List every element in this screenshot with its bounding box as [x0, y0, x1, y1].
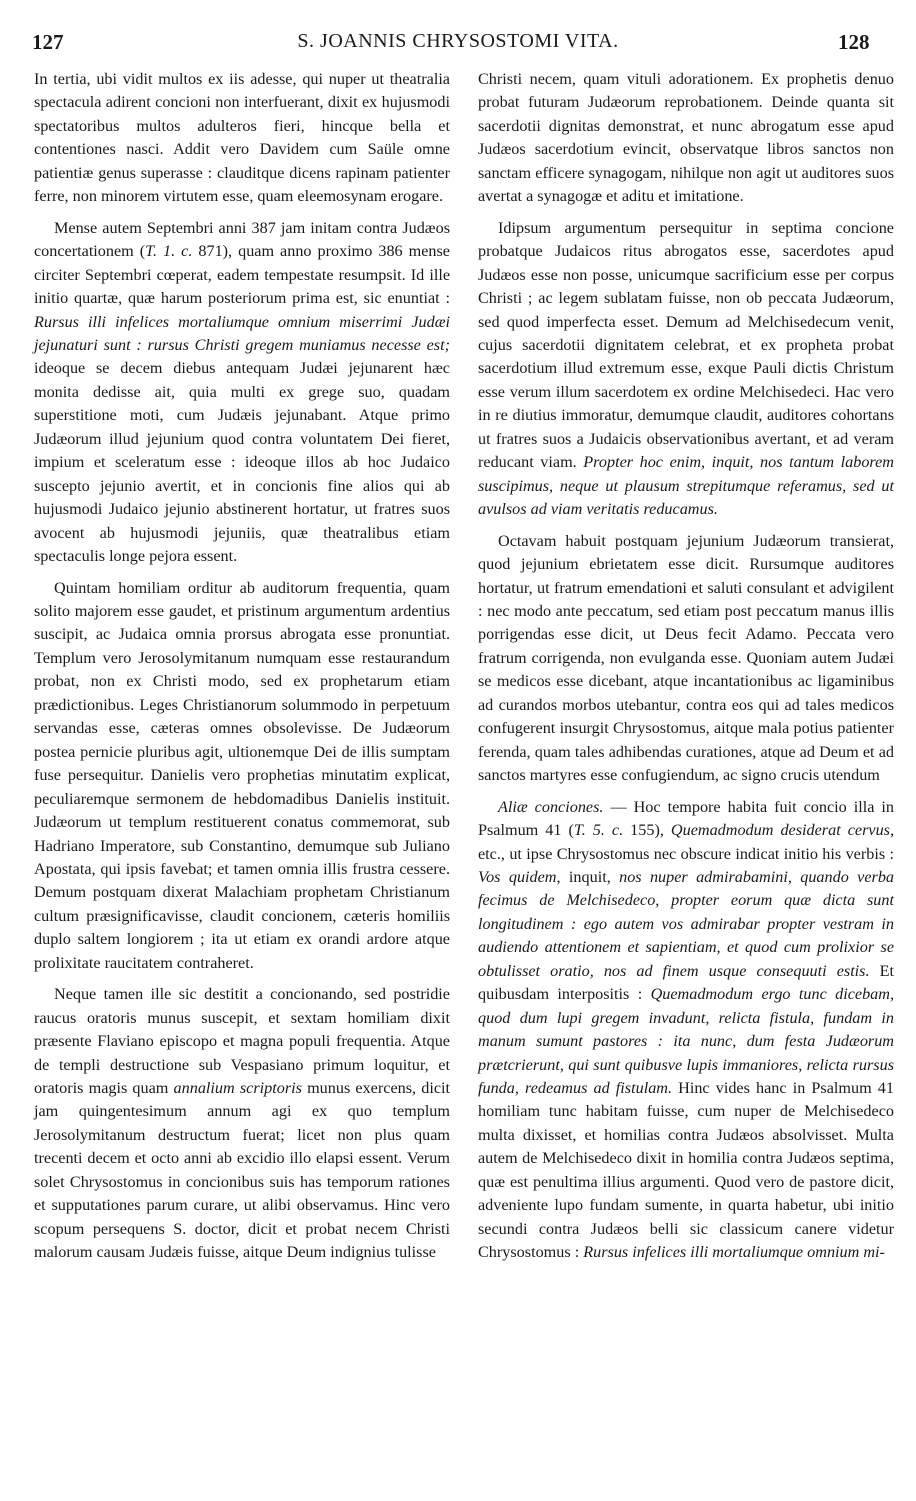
text-run: 871), quam anno proximo 386 mense circiter Septembri cœperat, eadem tempestate resumpsit. Id ille initio quartæ, quæ harum posteriorum prima est, sic enuntiat : [34, 242, 450, 308]
quotation: Rursus infelices illi mortaliumque omnium mi- [583, 1243, 885, 1262]
text-run: — Hoc tempore habita fuit concio illa in Psalmum 41 ( [478, 797, 895, 840]
text-run: ideoque se decem diebus antequam Judæi jejunarent hæc monita dedisse ait, quia multi ex grege suo, quadam superstitione moti, cum Judæis jejunabant. Atque primo Judæorum illud jejunium quod contra voluntatem Dei fieret, impium et sceleratum esse : ideoque illos ab hoc Judaico suscepto jejunio avertit, et in concionis fine alios qui ab hujusmodi Judaico jejunio abstinerent hortatur, ut fratres suos avocent ab hujusmodi jejuniis, quæ theatralibus etiam spectaculis longe pejora essent. [34, 359, 450, 566]
quotation: Propter hoc enim, inquit, nos tantum laborem suscipimus, neque ut plausum strepitumque referamus, sed ut avulsos ad viam veritatis reducamus. [478, 453, 894, 519]
text-run: Neque tamen ille sic destitit a concionando, sed postridie raucus oratoris munus suscepit, et sextam homiliam dixit præsente Flaviano episcopo et magna populi frequentia. Atque de templi destructione sub Vespasiano primum loquitur, et oratoris magis quam [34, 985, 450, 1098]
text-run: Idipsum argumentum persequitur in septima concione probatque Judaicos ritus abrogatos esse, sacerdotes apud Judæos esse non posse, unicumque sacrificium esse per corpus Christi ; ac legem sublatam fuisse, non ob peccata Judæorum, sed quod imperfecta esset. Demum ad Melchisedecum venit, cujus sacerdotii dignitatem celebrat, et ex propheta probat sacerdotium illud extremum esse, exque Pauli dictis Christum esse verum illum sacerdotem ex ordine Melchisedeci. Hac vero in re diutius immoratur, demumque claudit, auditores cohortans ut fratres suos a Judaicis observationibus avertant, et ad veram reducant viam. [478, 218, 894, 472]
text-run: Hinc vides hanc in Psalmum 41 homiliam tunc habitam fuisse, cum nuper de Melchisedeco multa dixisset, et homilias contra Judæos absolvisset. Multa autem de Melchisedeco dixit in homilia contra Judæos septima, quæ est penultima illius argumenti. Quod vero de pastore dicit, adveniente lupo fundam sumente, in quarta habetur, ubi initio secundi contra Judæos belli sic classicum canere videtur Chrysostomus : [478, 1079, 894, 1262]
paragraph: In tertia, ubi vidit multos ex iis adesse, qui nuper ut theatralia spectacula adirent concioni non interfuerant, dixit ex hujusmodi spectatoribus multos adulteros fieri, hincque bella et contentiones nasci. Addit vero Davidem cum Saüle omne patientiæ genus superasse : clauditque dicens rapinam patienter ferre, non minorem virtutem esse, quam eleemosynam erogare. [34, 70, 450, 206]
text-run: munus exercens, dicit jam quingentesimum annum agi ex quo templum Jerosolymitanum destructum fuerat; licet non plus quam trecenti decem et octo anni ab excidio illo elapsi essent. Verum solet Chrysostomus in concionibus suis has temporum rationes et supputationes parum curare, ut alibi observamus. Hinc vero scopum persequens S. doctor, dicit et probat necem Christi malorum causam Judæis fuisse, aitque Deum indignius tulisse [34, 1079, 450, 1262]
paragraph [478, 217, 894, 522]
page-number-left: 127 [32, 30, 64, 54]
reference: T. 1. c. [145, 242, 193, 261]
text-run: , etc., ut ipse Chrysostomus nec obscure indicat initio his verbis : [478, 821, 895, 863]
quotation: Quemadmodum desiderat cervus [670, 821, 890, 840]
paragraph: Quintam homiliam orditur ab auditorum frequentia, quam solito majorem esse gaudet, et pristinum argumentum ardentius suscipit, ac Judaica omnia prorsus abrogata esse pronuntiat. Templum vero Jerosolymitanum numquam esse restaurandum probat, non ex Christi modo, sed ex prophetarum etiam prædictionibus. Leges Christianorum solummodo in perpetuum servandas esse, cæteras omnes obsolevisse. De Judæorum postea pernicie pluribus agit, ultionemque Dei de illis sumptam fuse persequitur. Danielis vero prophetias minutatim explicat, peculiaremque sermonem de hebdomadibus Danielis instituit. Judæorum ut templum restituerent conatus commemorat, sub Hadriano Imperatore, sub Constantino, demumque sub Juliano Apostata, qui ipsis favebat; et tamen omnia illis frustra cessere. Demum postquam dixerat Malachiam prophetam Christianum cultum præsignificavisse, claudit concionem, cæteris homiliis duplo saltem longiorem ; ita ut etiam ex orandi ardore atque prolixitate raucitatem contraheret. [34, 578, 450, 972]
paragraph: Christi necem, quam vituli adorationem. Ex prophetis denuo probat futuram Judæorum reprobationem. Deinde quanta sit sacerdotii dignitas demonstrat, et nunc abrogatum esse apud Judæos sacerdotium evincit, observatque libros sanctos non sanctam efficere synagogam, nihilque non agit ut auditores suos avertat a synagogæ et aditu et imitatione. [478, 70, 894, 206]
text-run: 155), [623, 821, 671, 840]
paragraph: Octavam habuit postquam jejunium Judæorum transierat, quod jejunium ebrietatem esse dicit. Rursumque auditores hortatur, ut fratrum emendationi et saluti consulant et advigilent : nec modo ante peccatum, sed etiam post peccatum manus illis porrigendas esse dicit, ut Deus fecit Adamo. Peccata vero fratrum corrigenda, non evulganda esse. Quoniam autem Judæi se medicos esse dicebant, atque incantationibus ac ligaminibus ad curandos morbos utebantur, contra eos qui ad tales medicos confugerent insurgit Chrysostomus, aitque mala potius patienter ferenda, quam tales adhibendas curationes, atque ad Deum et ad sanctos martyres esse confugiendum, ac signo crucis utendum [478, 531, 894, 785]
quotation: nos nuper admirabamini, quando verba fecimus de Melchisedeco, propter eorum quæ dicta sunt longitudinem : ego autem vos admirabar propter vestram in audiendo attentionem et sapientiam, et quod cum prolixior se obtulisset oratio, nos ad finem usque consequuti estis. [478, 867, 895, 980]
paragraph [34, 983, 450, 1264]
text-run: , inquit, [556, 867, 620, 886]
page-number-right: 128 [838, 30, 870, 54]
paragraph [478, 796, 894, 1265]
right-column [478, 68, 894, 1273]
quotation: Quemadmodum ergo tunc dicebam, quod dum lupi gregem invadunt, relicta fistula, fundam in manum sumunt pastores : ita nunc, dum festa Judæorum prætcrierunt, qui sunt quibusve lupis immaniores, relicta rursus funda, redeamus ad fistulam. [478, 985, 894, 1098]
italic-phrase: annalium scriptoris [173, 1079, 302, 1098]
quotation: Rursus illi infelices mortaliumque omnium miserrimi Judæi jejunaturi sunt : rursus Christi gregem muniamus necesse est; [34, 312, 450, 354]
running-title: S. JOANNIS CHRYSOSTOMI VITA. [297, 30, 619, 52]
paragraph [34, 217, 450, 569]
text-run: Mense autem Septembri anni 387 jam initam contra Judæos concertationem ( [34, 218, 450, 261]
page-header [0, 0, 916, 60]
quotation: Vos quidem [478, 867, 557, 886]
left-column [34, 68, 450, 1273]
reference: T. 5. c. [573, 821, 624, 840]
text-run: Et quibusdam interpositis : [478, 961, 894, 1004]
section-heading: Aliæ conciones. [498, 797, 604, 816]
